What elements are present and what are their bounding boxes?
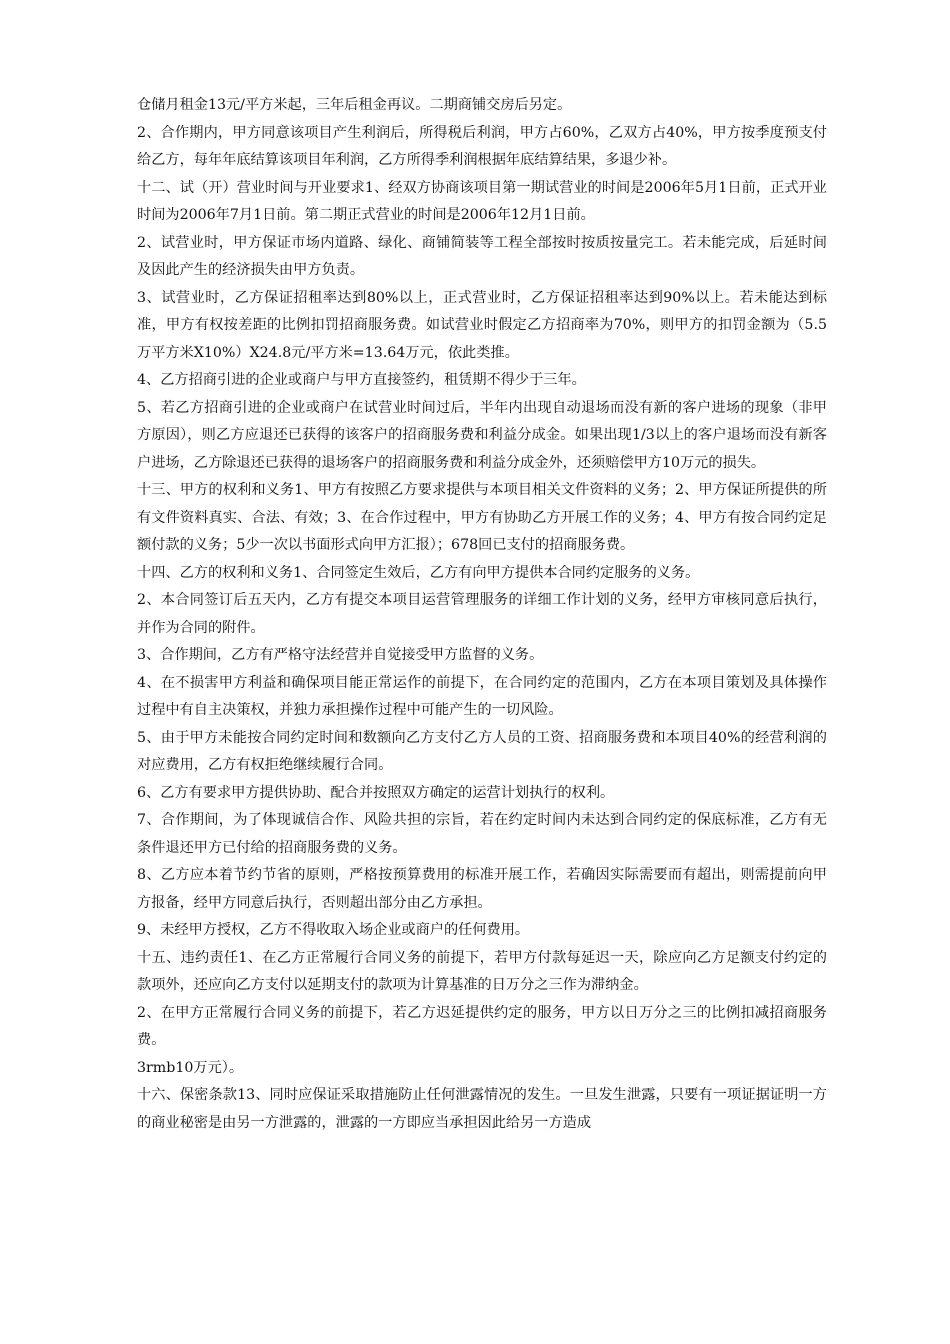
- paragraph: 5、由于甲方未能按合同约定时间和数额向乙方支付乙方人员的工资、招商服务费和本项目40%的经营利润的对应费用，乙方有权拒绝继续履行合同。: [137, 729, 827, 773]
- paragraph: 5、若乙方招商引进的企业或商户在试营业时间过后，半年内出现自动退场而没有新的客户进场的现象（非甲方原因），则乙方应退还已获得的该客户的招商服务费和利益分成金。如果出现1/3以上的客户退场而没有新客户进场，乙方除退还已获得的退场客户的招商服务费和利益分成金外，还须赔偿甲方10万元的损失。: [137, 399, 827, 471]
- paragraph: 十二、试（开）营业时间与开业要求1、经双方协商该项目第一期试营业的时间是2006年5月1日前，正式开业时间为2006年7月1日前。第二期正式营业的时间是2006年12月1日前。: [137, 179, 827, 223]
- paragraph: 7、合作期间，为了体现诚信合作、风险共担的宗旨，若在约定时间内未达到合同约定的保底标准，乙方有无条件退还甲方已付给的招商服务费的义务。: [137, 812, 827, 856]
- paragraph: 3rmb10万元）。: [137, 1059, 244, 1076]
- paragraph: 8、乙方应本着节约节省的原则，严格按预算费用的标准开展工作，若确因实际需要而有超出，则需提前向甲方报备，经甲方同意后执行，否则超出部分由乙方承担。: [137, 867, 827, 911]
- paragraph: 仓储月租金13元/平方米起，三年后租金再议。二期商铺交房后另定。: [137, 97, 572, 113]
- paragraph: 9、未经甲方授权，乙方不得收取入场企业或商户的任何费用。: [137, 922, 530, 938]
- paragraph: 十五、违约责任1、在乙方正常履行合同义务的前提下，若甲方付款每延迟一天，除应向乙方足额支付约定的款项外，还应向乙方支付以延期支付的款项为计算基准的日万分之三作为滞纳金。: [137, 949, 827, 993]
- paragraph: 2、本合同签订后五天内，乙方有提交本项目运营管理服务的详细工作计划的义务，经甲方审核同意后执行，并作为合同的附件。: [137, 592, 827, 636]
- paragraph: 3、合作期间，乙方有严格守法经营并自觉接受甲方监督的义务。: [137, 647, 544, 663]
- paragraph: 3、试营业时，乙方保证招租率达到80%以上，正式营业时，乙方保证招租率达到90%以上。若未能达到标准，甲方有权按差距的比例扣罚招商服务费。如试营业时假定乙方招商率为70%，则甲方的扣罚金额为（5.5万平方米X10%）X24.8元/平方米=13.64万元，依此类推。: [137, 289, 827, 361]
- paragraph: 2、试营业时，甲方保证市场内道路、绿化、商铺简装等工程全部按时按质按量完工。若未能完成，后延时间及因此产生的经济损失由甲方负责。: [137, 234, 827, 278]
- paragraph: 4、乙方招商引进的企业或商户与甲方直接签约，租赁期不得少于三年。: [137, 372, 586, 388]
- paragraph: 十三、甲方的权利和义务1、甲方有按照乙方要求提供与本项目相关文件资料的义务；2、甲方保证所提供的所有文件资料真实、合法、有效；3、在合作过程中，甲方有协助乙方开展工作的义务；4、甲方有按合同约定足额付款的义务；5少一次以书面形式向甲方汇报）；678回已支付的招商服务费。: [137, 482, 827, 553]
- paragraph: 6、乙方有要求甲方提供协助、配合并按照双方确定的运营计划执行的权利。: [137, 784, 615, 801]
- paragraph: 2、合作期内，甲方同意该项目产生利润后，所得税后利润，甲方占60%，乙双方占40%，甲方按季度预支付给乙方，每年年底结算该项目年利润，乙方所得季利润根据年底结算结果，多退少补。: [137, 124, 827, 168]
- paragraph: 十四、乙方的权利和义务1、合同签定生效后，乙方有向甲方提供本合同约定服务的义务。: [137, 564, 700, 581]
- paragraph: 4、在不损害甲方利益和确保项目能正常运作的前提下，在合同约定的范围内，乙方在本项目策划及具体操作过程中有自主决策权，并独力承担操作过程中可能产生的一切风险。: [137, 674, 827, 718]
- paragraph: 2、在甲方正常履行合同义务的前提下，若乙方迟延提供约定的服务，甲方以日万分之三的比例扣减招商服务费。: [137, 1004, 827, 1048]
- document-body: [137, 92, 827, 1137]
- paragraph: 十六、保密条款13、同时应保证采取措施防止任何泄露情况的发生。一旦发生泄露，只要有一项证据证明一方的商业秘密是由另一方泄露的，泄露的一方即应当承担因此给另一方造成: [137, 1087, 827, 1131]
